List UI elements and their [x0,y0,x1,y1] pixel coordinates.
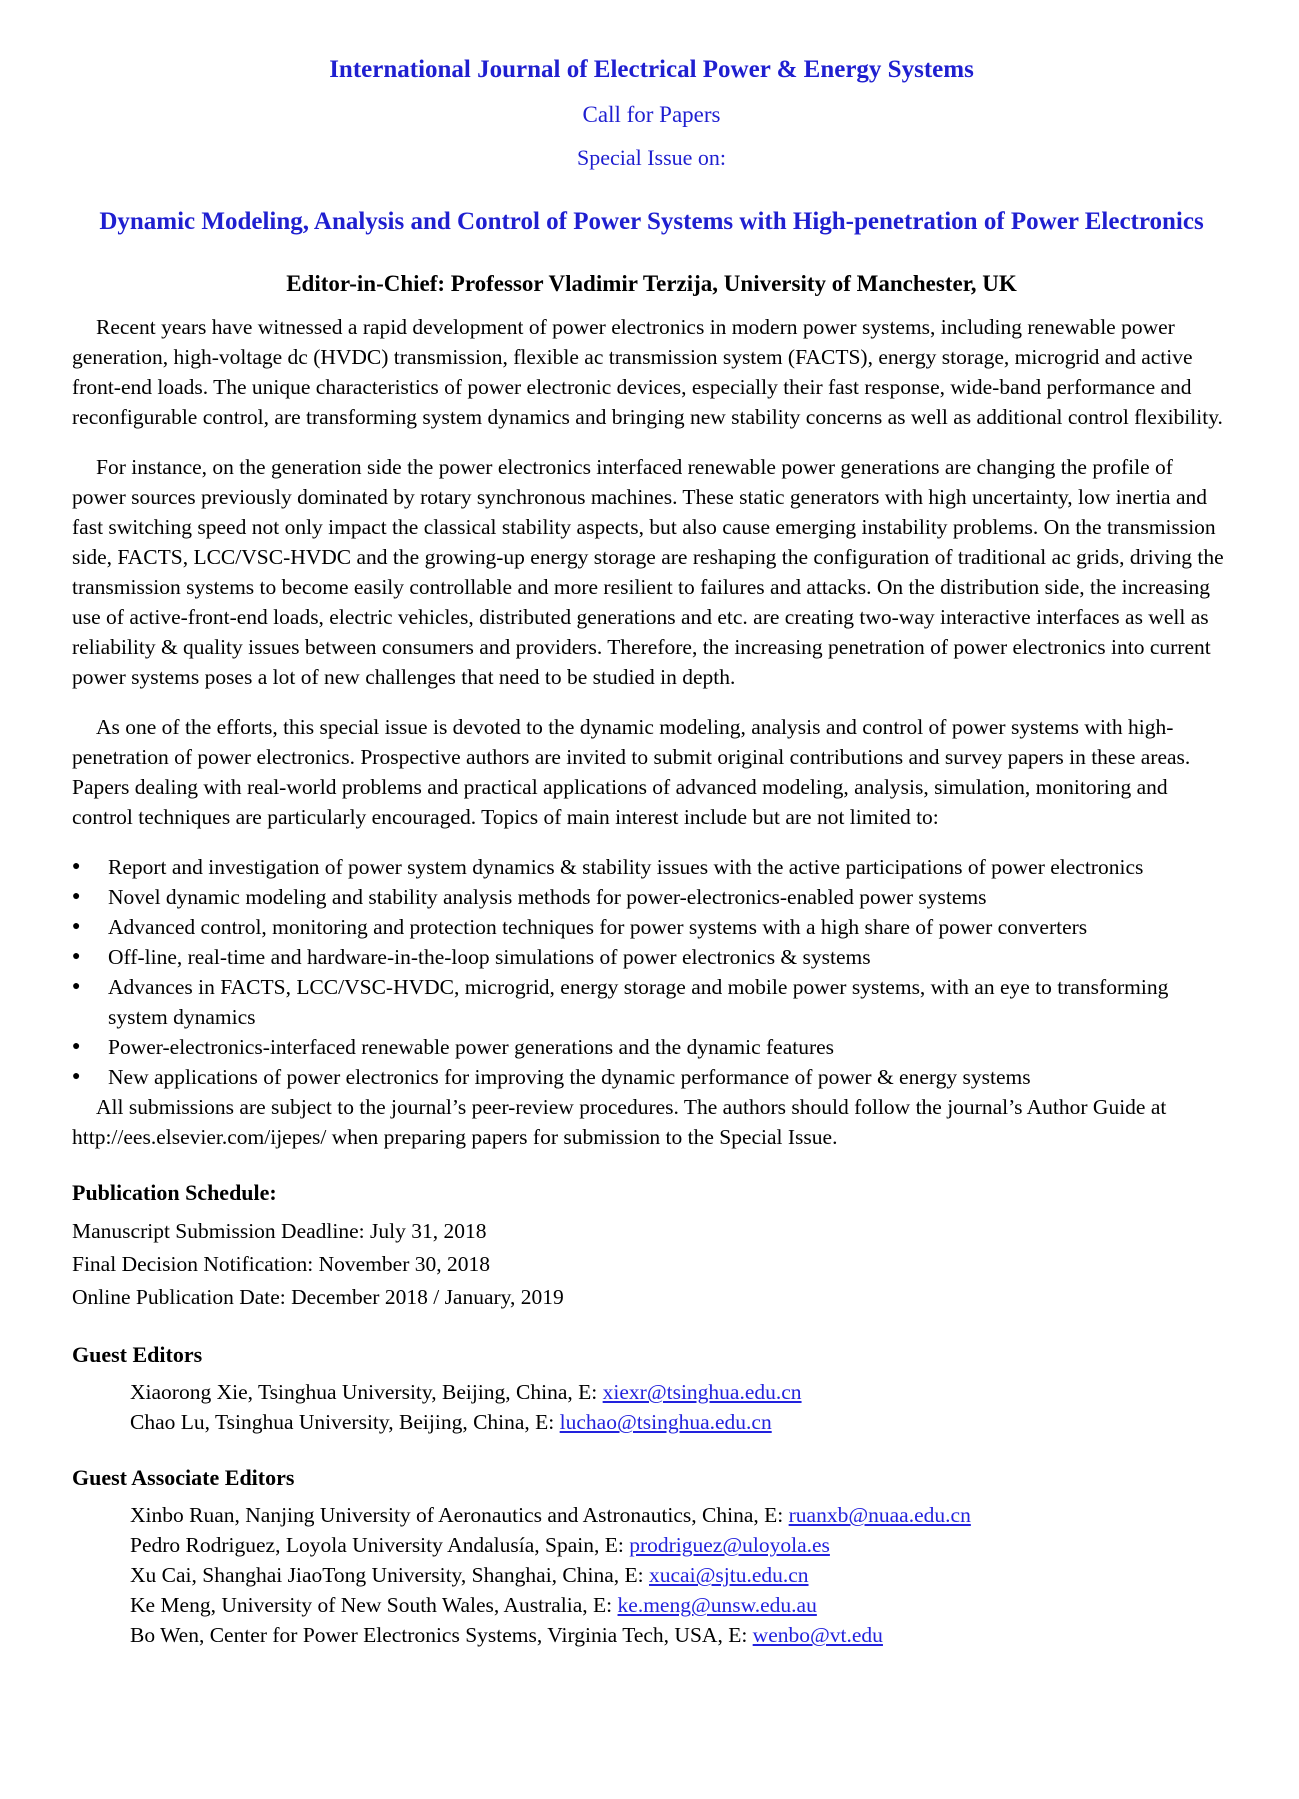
guest-associate-editor-text: Xu Cai, Shanghai JiaoTong University, Shanghai, China, E: [130,1563,650,1588]
email-link[interactable]: wenbo@vt.edu [752,1623,883,1648]
paragraph-special-issue-scope: As one of the efforts, this special issue is devoted to the dynamic modeling, analysis and control of power systems with high-penetration of power electronics. Prospective authors are invited to submit original contributions and survey papers in these areas. Papers dealing with real-world problems and practical applications of advanced modeling, analysis, simulation, monitoring and control techniques are particularly encouraged. Topics of main interest include but are not limited to: [72,715,1191,830]
topic-item [72,1032,1231,1062]
bullet-icon: ● [72,919,81,935]
bullet-icon: ● [72,1069,81,1085]
email-link[interactable]: ke.meng@unsw.edu.au [617,1593,817,1618]
schedule-line-submission-deadline: Manuscript Submission Deadline: July 31, 2018 [72,1219,487,1244]
email-link[interactable]: xucai@sjtu.edu.cn [649,1563,809,1588]
topic-text: Advances in FACTS, LCC/VSC-HVDC, microgrid, energy storage and mobile power systems, with an eye to transforming system dynamics [108,975,1169,1030]
topic-item [72,942,1231,972]
document-header [72,54,1231,299]
guest-associate-editor-entry [72,1620,1231,1650]
topic-item [72,912,1231,942]
topic-text: Off-line, real-time and hardware-in-the-loop simulations of power electronics & systems [108,945,871,970]
schedule-line-decision-notification: Final Decision Notification: November 30, 2018 [72,1252,490,1277]
guest-editors-heading: Guest Editors [72,1342,203,1368]
guest-associate-editor-text: Bo Wen, Center for Power Electronics Systems, Virginia Tech, USA, E: [130,1623,753,1648]
guest-editor-entry [72,1377,1231,1407]
bullet-icon: ● [72,1039,81,1055]
special-issue-title: Dynamic Modeling, Analysis and Control of Power Systems with High-penetration of Power Electronics [99,207,1204,235]
guest-editor-text: Chao Lu, Tsinghua University, Beijing, China, E: [130,1410,560,1435]
guest-associate-editor-entry [72,1500,1231,1530]
journal-title: International Journal of Electrical Power & Energy Systems [329,56,974,83]
email-link[interactable]: xiexr@tsinghua.edu.cn [602,1380,802,1405]
topic-text: Report and investigation of power system dynamics & stability issues with the active participations of power electronics [108,855,1144,880]
topic-item [72,852,1231,882]
schedule-line-publication-date: Online Publication Date: December 2018 / January, 2019 [72,1285,564,1310]
bullet-icon: ● [72,859,81,875]
editor-in-chief-line: Editor-in-Chief: Professor Vladimir Terzija, University of Manchester, UK [286,271,1017,297]
email-link[interactable]: ruanxb@nuaa.edu.cn [788,1503,971,1528]
topic-item [72,882,1231,912]
special-issue-label: Special Issue on: [576,145,727,171]
guest-associate-editor-entry [72,1590,1231,1620]
topic-item [72,972,1231,1032]
email-link[interactable]: luchao@tsinghua.edu.cn [559,1410,772,1435]
paragraph-intro: Recent years have witnessed a rapid development of power electronics in modern power systems, including renewable power generation, high-voltage dc (HVDC) transmission, flexible ac transmission system (FACTS), energy storage, microgrid and active front-end loads. The unique characteristics of power electronic devices, especially their fast response, wide-band performance and reconfigurable control, are transforming system dynamics and bringing new stability concerns as well as additional control flexibility. [72,315,1223,430]
topic-item [72,1062,1231,1092]
bullet-icon: ● [72,889,81,905]
guest-associate-editor-text: Ke Meng, University of New South Wales, Australia, E: [130,1593,618,1618]
paragraph-for-instance: For instance, on the generation side the power electronics interfaced renewable power generations are changing the profile of power sources previously dominated by rotary synchronous machines. These static generators with high uncertainty, low inertia and fast switching speed not only impact the classical stability aspects, but also cause emerging instability problems. On the transmission side, FACTS, LCC/VSC-HVDC and the growing-up energy storage are reshaping the configuration of traditional ac grids, driving the transmission systems to become easily controllable and more resilient to failures and attacks. On the distribution side, the increasing use of active-front-end loads, electric vehicles, distributed generations and etc. are creating two-way interactive interfaces as well as reliability & quality issues between consumers and providers. Therefore, the increasing penetration of power electronics into current power systems poses a lot of new challenges that need to be studied in depth. [72,455,1224,690]
topics-list [72,852,1231,1092]
email-link[interactable]: prodriguez@uloyola.es [629,1533,830,1558]
guest-editor-text: Xiaorong Xie, Tsinghua University, Beijing, China, E: [130,1380,603,1405]
topic-text: Power-electronics-interfaced renewable power generations and the dynamic features [108,1035,835,1060]
publication-schedule-heading: Publication Schedule: [72,1180,277,1206]
guest-associate-editors-heading: Guest Associate Editors [72,1465,295,1491]
submissions-note: All submissions are subject to the journal’s peer-review procedures. The authors should follow the journal’s Author Guide at http://ees.elsevier.com/ijepes/ when preparing papers for submission to the Special Issue. [72,1095,1167,1150]
guest-associate-editor-entry [72,1530,1231,1560]
guest-associate-editor-text: Pedro Rodriguez, Loyola University Andalusía, Spain, E: [130,1533,630,1558]
topic-text: Advanced control, monitoring and protection techniques for power systems with a high share of power converters [108,915,1088,940]
topic-text: New applications of power electronics for improving the dynamic performance of power & energy systems [108,1065,1031,1090]
guest-associate-editor-text: Xinbo Ruan, Nanjing University of Aeronautics and Astronautics, China, E: [130,1503,789,1528]
guest-editor-entry [72,1407,1231,1437]
call-for-papers-label: Call for Papers [582,101,721,127]
bullet-icon: ● [72,979,81,995]
guest-associate-editor-entry [72,1560,1231,1590]
topic-text: Novel dynamic modeling and stability analysis methods for power-electronics-enabled power systems [108,885,987,910]
bullet-icon: ● [72,949,81,965]
